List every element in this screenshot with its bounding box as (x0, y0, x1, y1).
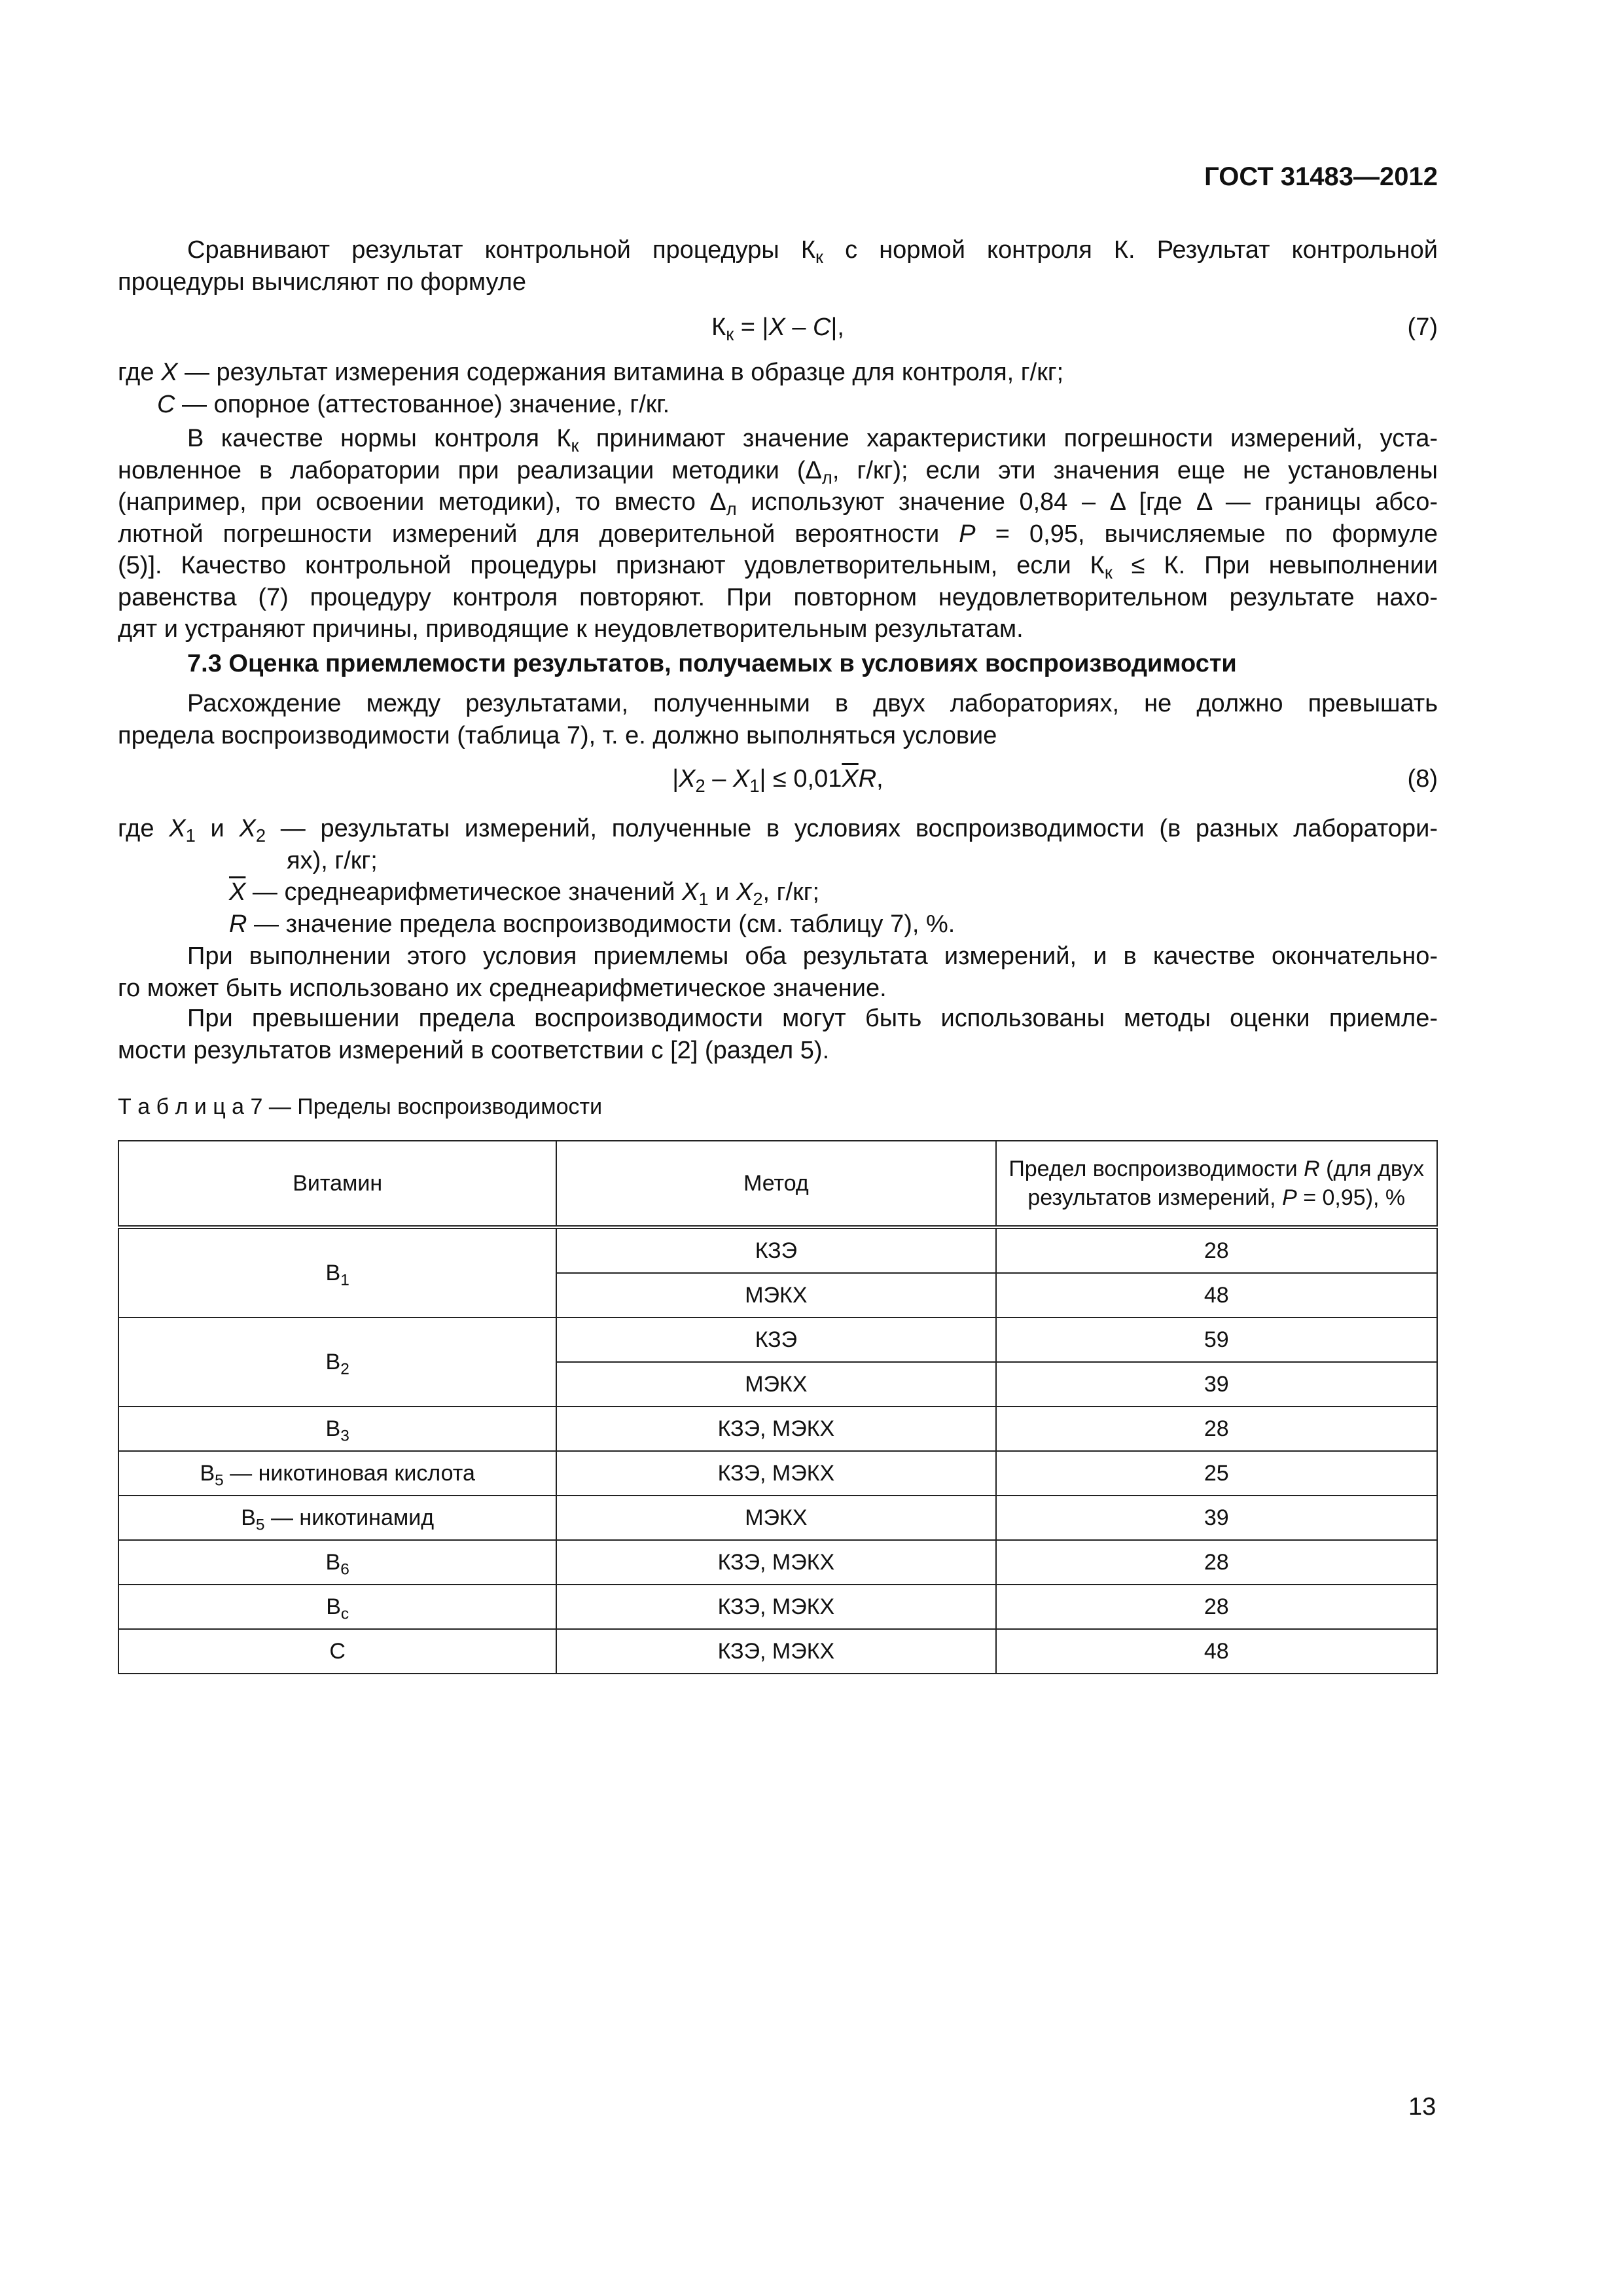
text-run: принимают значение характеристики погрешности измерений, уста- (579, 425, 1438, 452)
cell-limit-value: 28 (996, 1407, 1438, 1451)
subscript: 5 (215, 1471, 224, 1489)
header-vitamin: Витамин (118, 1141, 556, 1227)
text-run: — опорное (аттестованное) значение, г/кг. (175, 390, 670, 418)
document-code: ГОСТ 31483—2012 (1204, 162, 1438, 191)
italic-symbol: P (959, 520, 976, 548)
table-row (118, 1407, 1437, 1451)
cell-vitamin (118, 1227, 556, 1318)
cell-method: КЗЭ, МЭКХ (556, 1585, 995, 1629)
text-line (118, 1003, 1438, 1035)
formula-expression (672, 765, 883, 797)
cell-vitamin (118, 1496, 556, 1540)
overline-symbol: $\overline{X}$ (229, 878, 246, 906)
italic-symbol: P (1282, 1185, 1297, 1210)
formula-7 (118, 309, 1438, 346)
text-line (118, 582, 1438, 614)
paragraph-acceptable (118, 941, 1438, 1004)
cell-limit-value: 28 (996, 1540, 1438, 1585)
text-line (118, 720, 1438, 752)
text-run: Предел воспроизводимости (1008, 1157, 1304, 1181)
table-row (118, 1540, 1437, 1585)
header-method: Метод (556, 1141, 995, 1227)
text-run: = 0,95), % (1296, 1185, 1406, 1210)
overline-symbol: $\overline{X}$ (842, 765, 859, 793)
paragraph-control-procedure (118, 234, 1438, 298)
italic-symbol: X (169, 815, 186, 842)
text-run: B (326, 1594, 341, 1619)
text-run: процедуры вычисляют по формуле (118, 268, 526, 296)
text-run: Расхождение между результатами, полученными в двух лабораториях, не должно превышать (187, 690, 1438, 717)
formula-number: (8) (1407, 765, 1438, 793)
paragraph-exceeded (118, 1003, 1438, 1066)
text-run: — результаты измерений, полученные в условиях воспроизводимости (в разных лаборатори- (266, 815, 1438, 842)
subscript: к (571, 435, 579, 455)
text-run: |, (830, 314, 844, 341)
subscript: 6 (340, 1560, 349, 1578)
text-run: новленное в лаборатории при реализации методики (Δ (118, 456, 822, 484)
text-run: | ≤ 0,01 (759, 765, 842, 793)
cell-limit-value: 39 (996, 1496, 1438, 1540)
cell-method: МЭКХ (556, 1362, 995, 1407)
text-run: ≤ К. При невыполнении (1112, 552, 1438, 579)
text-line (118, 486, 1438, 518)
text-run: (для двух (1319, 1157, 1425, 1181)
section-heading-7-3 (118, 648, 1438, 680)
subscript: 2 (255, 825, 266, 845)
header-limit (996, 1141, 1438, 1227)
subscript: 1 (185, 825, 196, 845)
text-run: предела воспроизводимости (таблица 7), т. е. должно выполняться условие (118, 721, 997, 749)
text-line (118, 518, 1438, 550)
text-run: (например, при освоении методики), то вместо Δ (118, 488, 726, 516)
text-run: C (329, 1638, 346, 1664)
page-number: 13 (1408, 2093, 1436, 2121)
subscript: 5 (255, 1515, 265, 1534)
text-line (118, 813, 1438, 845)
paragraph-control-norm (118, 423, 1438, 645)
text-run: где (118, 359, 162, 386)
text-run: B (325, 1260, 341, 1285)
text-run: — никотинамид (264, 1505, 435, 1530)
text-run: Сравнивают результат контрольной процедуры К (187, 236, 815, 264)
text-run: К (711, 314, 726, 341)
text-run: равенства (7) процедуру контроля повторяют. При повторном неудовлетворительном результате нахо- (118, 583, 1438, 611)
table-caption: Т а б л и ц а 7 — Пределы воспроизводимости (118, 1094, 603, 1119)
text-line (118, 876, 1438, 908)
cell-limit-value: 28 (996, 1585, 1438, 1629)
formula-8 (118, 761, 1438, 797)
cell-method: КЗЭ, МЭКХ (556, 1407, 995, 1451)
italic-symbol: X (682, 878, 699, 906)
text-line (118, 613, 1438, 645)
formula-expression (711, 314, 844, 345)
italic-symbol: C (813, 314, 831, 341)
text-run: = | (734, 314, 769, 341)
subscript: 2 (753, 889, 763, 910)
subscript: 1 (340, 1270, 349, 1289)
italic-symbol: X (732, 765, 750, 793)
text-line (118, 973, 1438, 1005)
cell-limit-value: 39 (996, 1362, 1438, 1407)
italic-symbol: R (229, 910, 247, 938)
subscript: л (821, 467, 832, 486)
text-run: и (708, 878, 736, 906)
cell-vitamin (118, 1585, 556, 1629)
cell-vitamin (118, 1540, 556, 1585)
text-run: ях), г/кг; (287, 846, 378, 874)
subscript: к (726, 324, 734, 345)
cell-limit-value: 48 (996, 1273, 1438, 1318)
italic-symbol: X (768, 314, 785, 341)
text-run: — результат измерения содержания витамина в образце для контроля, г/кг; (177, 359, 1064, 386)
text-run: B (241, 1505, 256, 1530)
cell-limit-value: 48 (996, 1629, 1438, 1674)
text-run: используют значение 0,84 – Δ [где Δ — границы абсо- (736, 488, 1438, 516)
cell-method: КЗЭ (556, 1227, 995, 1273)
text-run: = 0,95, вычисляемые по формуле (975, 520, 1438, 548)
reproducibility-limits-table (118, 1140, 1438, 1674)
subscript: 2 (695, 776, 705, 797)
cell-method: МЭКХ (556, 1496, 995, 1540)
text-run: лютной погрешности измерений для доверительной вероятности (118, 520, 959, 548)
text-run: мости результатов измерений в соответствии с [2] (раздел 5). (118, 1036, 830, 1064)
subscript: c (340, 1604, 349, 1623)
cell-vitamin (118, 1318, 556, 1407)
table-row (118, 1451, 1437, 1496)
subscript: 2 (340, 1359, 349, 1378)
text-run: | (672, 765, 679, 793)
text-run: B (325, 1349, 341, 1374)
cell-method: КЗЭ, МЭКХ (556, 1629, 995, 1674)
text-run: B (325, 1416, 341, 1441)
text-line (118, 423, 1438, 455)
text-line (118, 357, 1438, 389)
text-run: — среднеарифметическое значений (245, 878, 683, 906)
text-run: результатов измерений, (1027, 1185, 1283, 1210)
text-run: При выполнении этого условия приемлемы оба результата измерений, и в качестве окончательно- (187, 942, 1438, 970)
cell-limit-value: 59 (996, 1318, 1438, 1362)
text-line (118, 266, 1438, 298)
text-run: B (200, 1460, 215, 1486)
subscript: 1 (749, 776, 760, 797)
text-run: При превышении предела воспроизводимости могут быть использованы методы оценки приемле- (187, 1005, 1438, 1032)
cell-limit-value: 25 (996, 1451, 1438, 1496)
paragraph-reproducibility (118, 688, 1438, 751)
text-run: — значение предела воспроизводимости (см. таблицу 7), %. (247, 910, 955, 938)
header-limit-line (1003, 1183, 1431, 1212)
table-row (118, 1629, 1437, 1674)
cell-vitamin (118, 1629, 556, 1674)
cell-method: МЭКХ (556, 1273, 995, 1318)
text-run: В качестве нормы контроля К (187, 425, 571, 452)
italic-symbol: R (1304, 1157, 1320, 1181)
formula-7-legend (118, 357, 1438, 420)
table-row (118, 1585, 1437, 1629)
italic-symbol: X (679, 765, 696, 793)
italic-symbol: X (239, 815, 256, 842)
text-run: – (785, 314, 813, 341)
table-row (118, 1318, 1437, 1362)
subscript: к (1104, 562, 1113, 582)
text-run: — никотиновая кислота (223, 1460, 475, 1486)
text-line (118, 550, 1438, 582)
subscript: л (726, 499, 737, 518)
cell-vitamin (118, 1451, 556, 1496)
text-run: дят и устраняют причины, приводящие к неудовлетворительным результатам. (118, 615, 1024, 643)
italic-symbol: X (736, 878, 753, 906)
text-run: с нормой контроля К. Результат контрольной (823, 236, 1438, 264)
cell-limit-value: 28 (996, 1227, 1438, 1273)
section-heading: 7.3 Оценка приемлемости результатов, получаемых в условиях воспроизводимости (187, 650, 1237, 677)
text-run: го может быть использовано их среднеарифметическое значение. (118, 974, 887, 1002)
text-line (118, 908, 1438, 941)
text-run: (5)]. Качество контрольной процедуры признают удовлетворительным, если К (118, 552, 1105, 579)
subscript: 3 (340, 1426, 349, 1444)
formula-8-legend (118, 813, 1438, 940)
table-header-row (118, 1141, 1437, 1227)
text-line (118, 234, 1438, 266)
text-line (118, 845, 1438, 877)
header-limit-line (1003, 1155, 1431, 1183)
subscript: 1 (698, 889, 709, 910)
text-line (118, 455, 1438, 487)
text-line (118, 389, 1438, 421)
table-row (118, 1496, 1437, 1540)
table-row (118, 1227, 1437, 1273)
text-line (118, 941, 1438, 973)
cell-method: КЗЭ, МЭКХ (556, 1451, 995, 1496)
italic-symbol: X (161, 359, 178, 386)
text-run: , г/кг; (762, 878, 820, 906)
cell-method: КЗЭ (556, 1318, 995, 1362)
text-line (118, 1035, 1438, 1067)
formula-number: (7) (1407, 314, 1438, 341)
subscript: к (815, 247, 823, 266)
italic-symbol: C (157, 390, 175, 418)
cell-method: КЗЭ, МЭКХ (556, 1540, 995, 1585)
text-run: , (876, 765, 883, 793)
cell-vitamin (118, 1407, 556, 1451)
text-run: – (705, 765, 733, 793)
text-run: B (325, 1549, 341, 1575)
text-line (118, 688, 1438, 720)
text-run: и (195, 815, 240, 842)
text-run: , г/кг); если эти значения еще не установлены (832, 456, 1438, 484)
text-run: где (118, 815, 169, 842)
italic-symbol: R (858, 765, 877, 793)
